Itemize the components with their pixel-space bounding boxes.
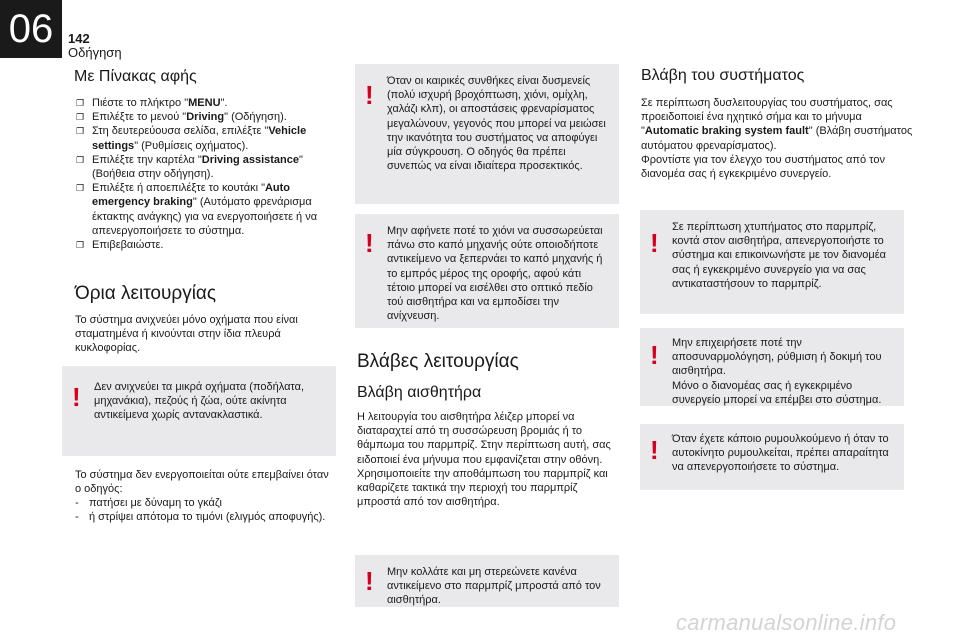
bold-term: Auto emergency braking	[92, 182, 291, 209]
check-square-icon: ❐	[76, 126, 85, 137]
dash-marker: -	[75, 497, 79, 509]
warning-text: Μην αφήνετε ποτέ το χιόνι να συσσωρεύεται πάνω στο καπό μηχανής ούτε οποιοδήποτε αντικείμενο να ξεπερνάει το καπό μηχανής ή το εμπρός μέρος της οροφής, αφού κάτι τέτοιο μπορεί να εισέλθει στο οπτικό πεδίο τού αισθητήρα και να εμποδίσει την ανίχνευση.	[387, 225, 603, 323]
text-run: Στη δευτερεύουσα σελίδα, επιλέξτε "	[92, 125, 269, 138]
bold-term: MENU	[188, 97, 221, 109]
text-run: " (Ρυθμίσεις οχήματος).	[134, 139, 249, 152]
step-item	[74, 124, 324, 152]
exclamation-icon: !	[365, 80, 374, 110]
left-column	[62, 68, 332, 252]
check-square-icon: ❐	[76, 112, 85, 123]
step-item	[74, 110, 324, 124]
text-run: Πιέστε το πλήκτρο "	[92, 97, 189, 109]
watermark: carmanualsonline.info	[676, 610, 897, 635]
bold-term: Driving	[186, 111, 225, 124]
system-fault-heading: Βλάβη του συστήματος	[641, 67, 805, 84]
warning-box-windscreen-objects	[355, 555, 619, 607]
bold-term: Vehicle settings	[92, 125, 307, 152]
faults-heading: Βλάβες λειτουργίας	[357, 351, 519, 372]
warning-box-small-vehicles	[62, 366, 336, 456]
text-run: " (Βοήθεια στην οδήγηση).	[92, 153, 303, 181]
text-run: Επιβεβαιώστε.	[92, 239, 164, 252]
limits-text: Το σύστημα ανιχνεύει μόνο οχήματα που είναι σταματημένα ή κινούνται στην ίδια πλευρά κυκλοφορίας.	[75, 314, 298, 355]
warning-text: Μην κολλάτε και μη στερεώνετε κανένα αντικείμενο στο παρμπρίζ μπροστά από τον αισθητήρα.	[387, 566, 601, 607]
step-item	[74, 238, 324, 252]
step-item	[74, 153, 324, 181]
text-run: Επιλέξτε την καρτέλα "	[92, 153, 202, 166]
steps-list	[74, 96, 324, 252]
warning-box-towing	[640, 424, 904, 490]
warning-box-snow	[355, 214, 619, 328]
exclamation-icon: !	[650, 340, 659, 370]
check-square-icon: ❐	[76, 183, 85, 194]
warning-text: Μην επιχειρήσετε ποτέ την αποσυναρμολόγηση, ρύθμιση ή δοκιμή του αισθητήρα. Μόνο ο διανομέας σας ή εγκεκριμένο συνεργείο μπορεί να επέμβει στο σύστημα.	[672, 337, 882, 406]
system-fault-text	[641, 96, 916, 153]
warning-box-windscreen-impact	[640, 210, 904, 314]
text-run: ".	[220, 97, 228, 109]
exclamation-icon: !	[650, 228, 659, 258]
text-run: " (Αυτόματο φρενάρισμα έκτακτης ανάγκης) για να ενεργοποιήσετε ή να απενεργοποιήσετε το σύστημα.	[92, 196, 318, 237]
driver-actions-list	[73, 496, 333, 524]
list-item-text: πατήσει με δύναμη το γκάζι	[89, 497, 222, 509]
exclamation-icon: !	[365, 228, 374, 258]
list-item	[73, 496, 333, 510]
exclamation-icon: !	[650, 435, 659, 465]
touch-screen-heading: Με Πίνακας αφής	[74, 68, 197, 85]
text-run: Επιλέξτε το μενού "	[92, 111, 187, 124]
check-square-icon: ❐	[76, 98, 85, 108]
check-square-icon: ❐	[76, 154, 85, 165]
exclamation-icon: !	[72, 382, 81, 412]
chapter-number: 06	[0, 0, 62, 58]
bold-term: Automatic braking system fault	[644, 125, 809, 138]
sensor-fault-heading: Βλάβη αισθητήρα	[357, 384, 482, 401]
engage-text: Το σύστημα δεν ενεργοποιείται ούτε επεμβαίνει όταν ο οδηγός:	[75, 469, 329, 496]
page-number: 142	[68, 31, 90, 46]
section-title: Οδήγηση	[68, 45, 122, 60]
list-item-text: ή στρίψει απότομα το τιμόνι (ελιγμός αποφυγής).	[89, 511, 326, 524]
warning-text: Σε περίπτωση χτυπήματος στο παρμπρίζ, κοντά στον αισθητήρα, απενεργοποιήστε το σύστημα και επικοινωνήστε με τον διανομέα σας ή εγκεκριμένο συνεργείο για να σας αντικαταστήσουν το παρμπρίζ.	[672, 221, 887, 290]
warning-text: Όταν έχετε κάποιο ρυμουλκούμενο ή όταν το αυτοκίνητο ρυμουλκείται, πρέπει απαραίτητα να απενεργοποιήσετε το σύστημα.	[672, 433, 889, 474]
list-item	[73, 510, 333, 524]
warning-text: Όταν οι καιρικές συνθήκες είναι δυσμενείς (πολύ ισχυρή βροχόπτωση, χιόνι, ομίχλη, χαλάζι κλπ), οι αποστάσεις φρεναρίσματος μεγαλώνουν, γεγονός που μπορεί να μειώσει την ικανότητα του συστήματος να αποφύγει μία σύγκρουση. Ο οδηγός θα πρέπει συνεπώς να είναι ιδιαίτερα προσεκτικός.	[387, 75, 606, 173]
step-item	[74, 181, 324, 238]
text-run: " (Οδήγηση).	[224, 111, 287, 124]
text-run: Επιλέξτε ή αποεπιλέξτε το κουτάκι "	[92, 182, 265, 195]
step-item	[74, 96, 324, 110]
text-run: Σε περίπτωση δυσλειτουργίας του συστήματος, σας προειδοποιεί ένα ηχητικό σήμα και το μήνυμα "	[641, 97, 893, 138]
limits-heading: Όρια λειτουργίας	[75, 283, 217, 304]
check-square-icon: ❐	[76, 240, 85, 251]
warning-text: Δεν ανιχνεύει τα μικρά οχήματα (ποδήλατα, μηχανάκια), πεζούς ή ζώα, ούτε ακίνητα αντικείμενα χωρίς αντανακλαστικά.	[94, 381, 305, 422]
exclamation-icon: !	[365, 566, 374, 596]
bold-term: Driving assistance	[201, 153, 299, 166]
system-fault-text-2: Φροντίστε για τον έλεγχο του συστήματος από τον διανομέα σας ή εγκεκριμένο συνεργείο.	[641, 154, 885, 181]
warning-box-weather	[355, 64, 619, 204]
dash-marker: -	[75, 511, 79, 524]
warning-box-dismantle	[640, 328, 904, 406]
sensor-fault-text: Η λειτουργία του αισθητήρα λέιζερ μπορεί να διαταραχτεί από τη συσσώρευση βρομιάς ή το θάμπωμα του παρμπρίζ. Στην περίπτωση αυτή, σας ειδοποιεί ένα μήνυμα που εμφανίζεται στην οθόνη. Χρησιμοποιείτε την αποθάμπωση του παρμπρίζ και καθαρίζετε τακτικά την περιοχή του παρμπρίζ μπροστά από τον αισθητήρα.	[357, 411, 611, 509]
text-run: " (Βλάβη συστήματος αυτόματου φρεναρίσματος).	[641, 125, 913, 152]
